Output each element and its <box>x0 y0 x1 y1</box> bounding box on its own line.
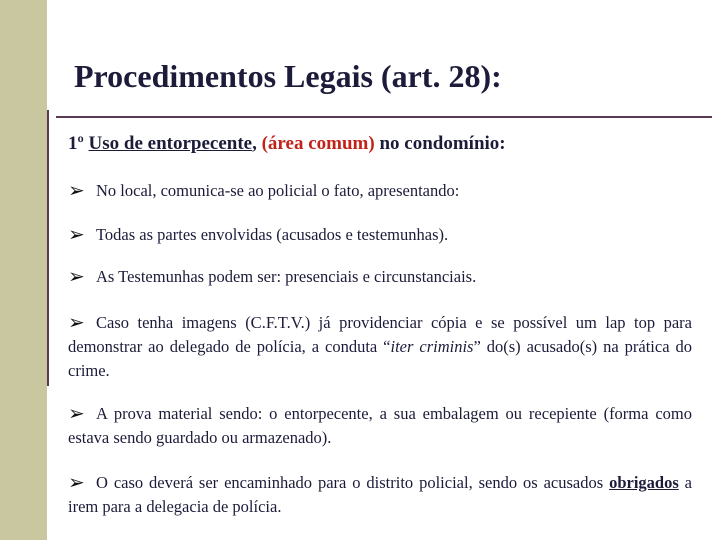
subtitle-suffix: no condomínio: <box>374 133 506 154</box>
bullet-item-1 <box>68 178 692 203</box>
subtitle-prefix: 1º <box>68 133 89 154</box>
subtitle-comma: , <box>252 133 262 154</box>
arrow-bullet-icon: ➢ <box>68 222 85 246</box>
bullet-text-after: ” do(s) acusado(s) na prática do crime. <box>68 337 692 380</box>
bullet-item-5 <box>68 401 692 450</box>
left-accent-bar <box>0 0 47 540</box>
arrow-bullet-icon: ➢ <box>68 264 85 288</box>
arrow-bullet-icon: ➢ <box>68 178 85 202</box>
slide-subtitle <box>68 133 506 155</box>
subtitle-red-text: (área comum) <box>261 133 375 154</box>
arrow-bullet-icon: ➢ <box>68 310 85 334</box>
bullet-text: Todas as partes envolvidas (acusados e testemunhas). <box>96 225 449 244</box>
title-divider <box>56 116 712 118</box>
vertical-divider <box>47 110 49 386</box>
arrow-bullet-icon: ➢ <box>68 470 85 494</box>
bullet-text: No local, comunica-se ao policial o fato, apresentando: <box>96 181 460 200</box>
slide-title: Procedimentos Legais (art. 28): <box>74 58 502 94</box>
bullet-text: As Testemunhas podem ser: presenciais e circunstanciais. <box>96 267 477 286</box>
arrow-bullet-icon: ➢ <box>68 401 85 425</box>
subtitle-underlined: Uso de entorpecente <box>88 133 253 154</box>
bullet-text: A prova material sendo: o entorpecente, a sua embalagem ou recepiente (forma como estava sendo guardado ou armazenado). <box>68 404 692 447</box>
bullet-italic-text: iter criminis <box>390 337 474 356</box>
bullet-item-6 <box>68 470 692 519</box>
bullet-text-before: Caso tenha imagens (C.F.T.V.) já providenciar cópia e se possível um lap top para demonstrar ao delegado de polícia, a conduta “ <box>68 313 692 356</box>
bullet-item-2 <box>68 222 692 247</box>
bullet-text-before: O caso deverá ser encaminhado para o distrito policial, sendo os acusados <box>96 473 610 492</box>
bullet-text-after: a irem para a delegacia de polícia. <box>68 473 693 516</box>
bullet-item-3 <box>68 264 692 289</box>
bullet-item-4 <box>68 310 692 383</box>
bullet-bold-underlined: obrigados <box>609 473 679 492</box>
